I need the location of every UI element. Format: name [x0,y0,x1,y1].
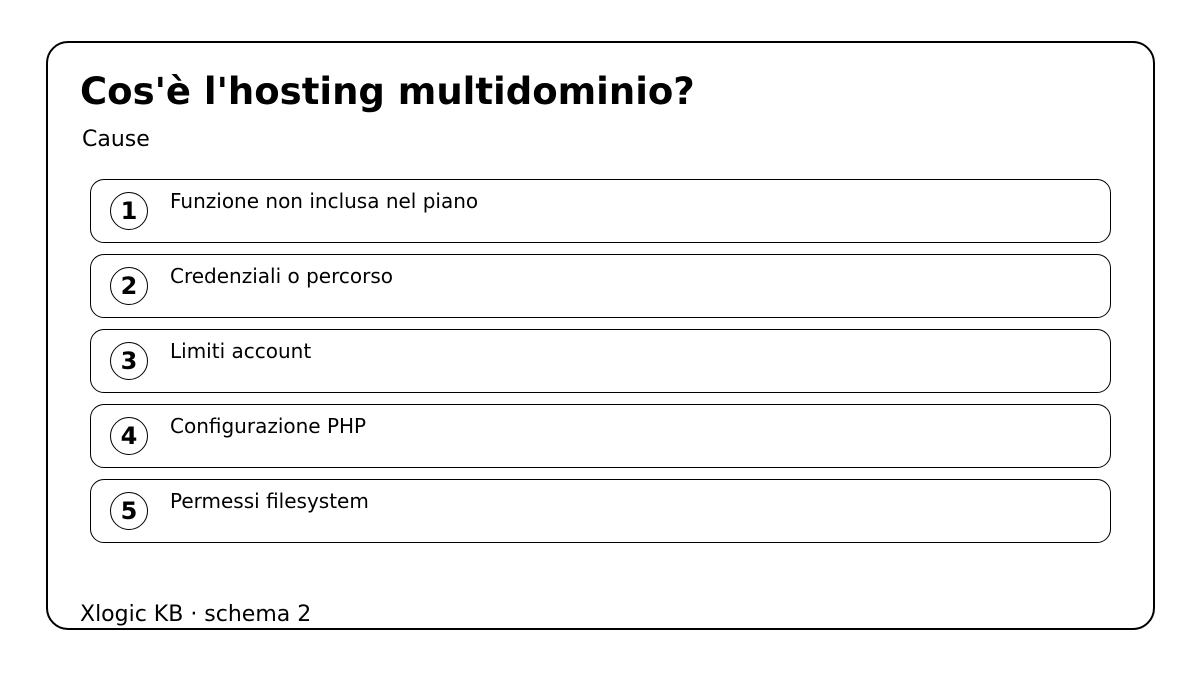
cause-label: Permessi filesystem [170,489,369,513]
cause-item-5 [90,479,1111,543]
cause-label: Funzione non inclusa nel piano [170,189,479,213]
number-badge: 4 [110,417,148,455]
number-badge: 5 [110,492,148,530]
page-title: Cos'è l'hosting multidominio? [80,70,695,113]
cause-list [90,179,1111,554]
number-badge: 3 [110,342,148,380]
cause-label: Limiti account [170,339,312,363]
cause-label: Credenziali o percorso [170,264,393,288]
section-subtitle: Cause [82,127,150,152]
cause-item-3 [90,329,1111,393]
footer-caption: Xlogic KB · schema 2 [80,602,312,627]
number-badge: 1 [110,192,148,230]
number-badge: 2 [110,267,148,305]
cause-item-4 [90,404,1111,468]
cause-item-1 [90,179,1111,243]
cause-label: Configurazione PHP [170,414,367,438]
cause-item-2 [90,254,1111,318]
